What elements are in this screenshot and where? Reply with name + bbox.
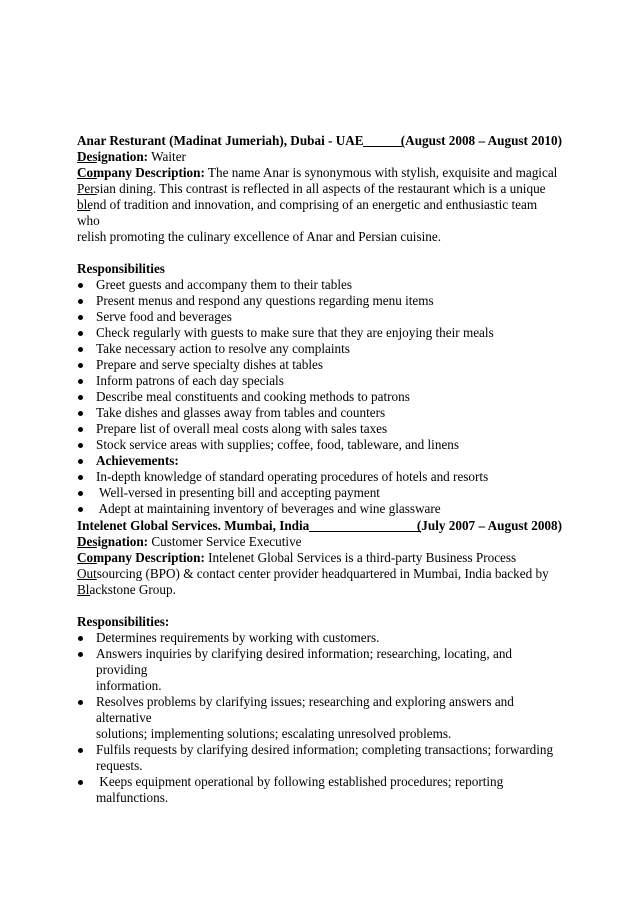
list-item-text: Check regularly with guests to make sure that they are enjoying their meals <box>96 325 494 340</box>
list-item <box>77 341 562 357</box>
list-item <box>77 389 562 405</box>
list-item-text: Adept at maintaining inventory of beverages and wine glassware <box>96 501 441 516</box>
bullet-icon <box>78 427 83 432</box>
job-section-intelenet <box>77 518 562 806</box>
list-item <box>77 405 562 421</box>
bullet-icon <box>78 315 83 320</box>
bullet-icon <box>78 780 83 785</box>
bullet-icon <box>78 283 83 288</box>
list-item-text: Achievements: <box>96 453 179 468</box>
list-item-text: Stock service areas with supplies; coffee, food, tableware, and linens <box>96 437 460 452</box>
list-item <box>77 742 562 774</box>
company-description-text: relish promoting the culinary excellence of Anar and Persian cuisine. <box>77 229 442 244</box>
job-dates: (August 2008 – August 2010) <box>400 133 562 148</box>
company-description-text: blend of tradition and innovation, and comprising of an energetic and enthusiastic team who <box>77 197 538 228</box>
responsibilities-heading: Responsibilities: <box>77 614 170 629</box>
list-item <box>77 485 562 501</box>
list-item <box>77 437 562 453</box>
responsibilities-heading: Responsibilities <box>77 261 165 276</box>
bullet-icon <box>78 411 83 416</box>
list-item-text: Serve food and beverages <box>96 309 232 324</box>
designation <box>77 534 562 550</box>
bullet-icon <box>78 363 83 368</box>
company-description-line <box>77 550 562 566</box>
responsibilities-list <box>77 630 562 806</box>
company-description-text: Intelenet Global Services is a third-party Business Process <box>204 550 517 565</box>
company-description-label: Company Description: <box>77 165 205 180</box>
job-organization: Anar Resturant (Madinat Jumeriah), Dubai - UAE <box>77 133 364 148</box>
job-dates: (July 2007 – August 2008) <box>416 518 562 533</box>
bullet-icon <box>78 475 83 480</box>
list-item <box>77 309 562 325</box>
list-item-text: Present menus and respond any questions regarding menu items <box>96 293 434 308</box>
list-item <box>77 469 562 485</box>
list-item-text: Prepare and serve specialty dishes at tables <box>96 357 324 372</box>
list-item <box>77 501 562 517</box>
designation-value: Customer Service Executive <box>148 534 302 549</box>
list-item <box>77 357 562 373</box>
bullet-icon <box>78 700 83 705</box>
list-item-text: Determines requirements by working with customers. <box>96 630 380 645</box>
list-item <box>77 293 562 309</box>
company-description-text: Outsourcing (BPO) & contact center provider headquartered in Mumbai, India backed by <box>77 566 549 581</box>
list-item <box>77 421 562 437</box>
bullet-icon <box>78 652 83 657</box>
list-item <box>77 774 562 806</box>
list-item-text: Prepare list of overall meal costs along with sales taxes <box>96 421 388 436</box>
list-item-text: Resolves problems by clarifying issues; researching and exploring answers and alternative <box>96 694 514 725</box>
company-description-line <box>77 165 562 181</box>
company-description-text: Persian dining. This contrast is reflected in all aspects of the restaurant which is a unique <box>77 181 546 196</box>
bullet-icon <box>78 459 83 464</box>
list-item-text: Describe meal constituents and cooking methods to patrons <box>96 389 410 404</box>
bullet-icon <box>78 507 83 512</box>
bullet-icon <box>78 636 83 641</box>
list-item-text: Take dishes and glasses away from tables and counters <box>96 405 386 420</box>
list-item-text: malfunctions. <box>96 790 169 805</box>
list-item-text: Keeps equipment operational by following established procedures; reporting <box>96 774 504 789</box>
list-item <box>77 694 562 742</box>
responsibilities-list <box>77 277 562 517</box>
list-item-text: Fulfils requests by clarifying desired information; completing transactions; forwarding <box>96 742 554 757</box>
list-item-text: Greet guests and accompany them to their tables <box>96 277 352 292</box>
company-description-text: Blackstone Group. <box>77 582 176 597</box>
list-item <box>77 646 562 694</box>
bullet-icon <box>78 395 83 400</box>
bullet-icon <box>78 748 83 753</box>
designation-value: Waiter <box>148 149 186 164</box>
job-section-anar <box>77 133 562 517</box>
designation-label: Designation: <box>77 149 149 164</box>
list-item <box>77 277 562 293</box>
bullet-icon <box>78 347 83 352</box>
job-organization: Intelenet Global Services. Mumbai, India <box>77 518 310 533</box>
list-item-achievements <box>77 453 562 469</box>
list-item <box>77 373 562 389</box>
list-item-text: information. <box>96 678 162 693</box>
list-item-text: Answers inquiries by clarifying desired information; researching, locating, and providing <box>96 646 513 677</box>
list-item-text: requests. <box>96 758 143 773</box>
bullet-icon <box>78 379 83 384</box>
list-item-text: Inform patrons of each day specials <box>96 373 284 388</box>
company-description-text: The name Anar is synonymous with stylish, exquisite and magical <box>204 165 558 180</box>
underline-filler <box>363 133 403 149</box>
designation <box>77 149 562 165</box>
list-item <box>77 325 562 341</box>
bullet-icon <box>78 491 83 496</box>
list-item-text: solutions; implementing solutions; escalating unresolved problems. <box>96 726 452 741</box>
list-item-text: In-depth knowledge of standard operating procedures of hotels and resorts <box>96 469 489 484</box>
bullet-icon <box>78 443 83 448</box>
company-description-label: Company Description: <box>77 550 205 565</box>
bullet-icon <box>78 299 83 304</box>
list-item <box>77 630 562 646</box>
job-header <box>77 518 562 534</box>
bullet-icon <box>78 331 83 336</box>
list-item-text: Well-versed in presenting bill and accepting payment <box>96 485 380 500</box>
underline-filler <box>309 518 419 534</box>
job-header <box>77 133 562 149</box>
designation-label: Designation: <box>77 534 149 549</box>
list-item-text: Take necessary action to resolve any complaints <box>96 341 350 356</box>
